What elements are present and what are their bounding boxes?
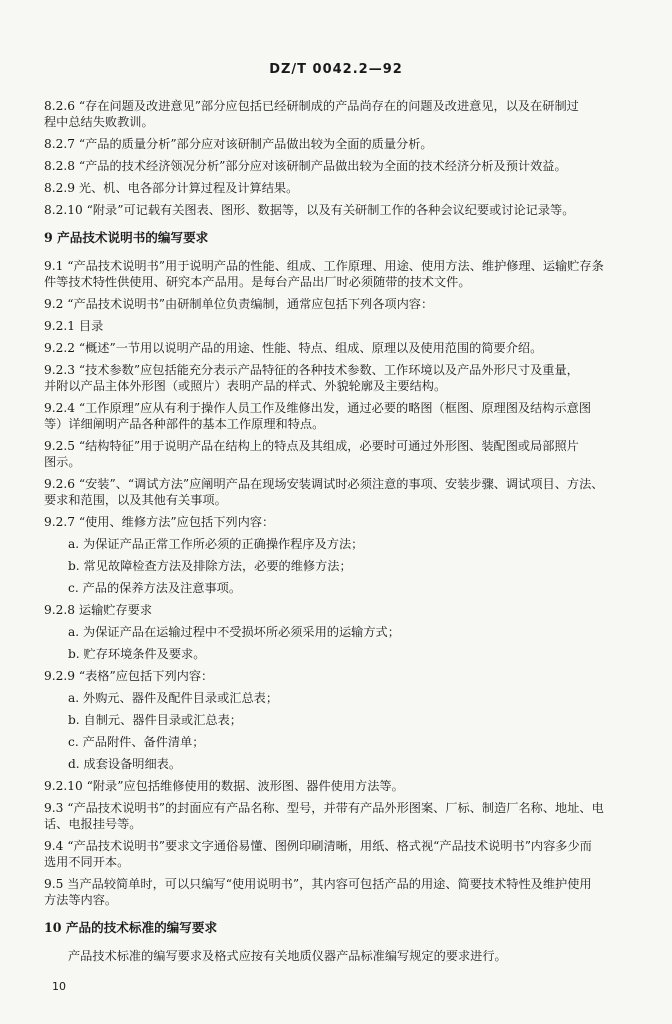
clause-9-2-4-cont: 等）详细阐明产品各种部件的基本工作原理和特点。 bbox=[44, 417, 325, 431]
clause-8-2-7: 8.2.7 “产品的质量分析”部分应对该研制产品做出较为全面的质量分析。 bbox=[44, 137, 433, 151]
clause-9-5-cont: 方法等内容。 bbox=[44, 893, 118, 907]
clause-8-2-8: 8.2.8 “产品的技术经济领况分析”部分应对该研制产品做出较为全面的技术经济分析及预计效益。 bbox=[44, 159, 567, 173]
clause-9-4-cont: 选用不同开本。 bbox=[44, 855, 130, 869]
clause-9-1-cont: 件等技术特性供使用、研究本产品用。是每台产品出厂时必须随带的技术文件。 bbox=[44, 275, 471, 289]
clause-9-2: 9.2 “产品技术说明书”由研制单位负责编制，通常应包括下列各项内容： bbox=[44, 297, 434, 311]
list-item-9-2-9-c: c. 产品附件、备件清单； bbox=[68, 735, 205, 749]
clause-9-3-cont: 话、电报挂号等。 bbox=[44, 817, 142, 831]
list-item-9-2-8-b: b. 贮存环境条件及要求。 bbox=[68, 647, 206, 661]
clause-9-2-3: 9.2.3 “技术参数”应包括能充分表示产品特征的各种技术参数、工作环境以及产品外形尺寸及重量， bbox=[44, 363, 579, 377]
clause-9-2-4: 9.2.4 “工作原理”应从有利于操作人员工作及维修出发，通过必要的略图（框图、原理图及结构示意图 bbox=[44, 401, 592, 415]
clause-9-2-2: 9.2.2 “概述”一节用以说明产品的用途、性能、特点、组成、原理以及使用范围的简要介绍。 bbox=[44, 341, 543, 355]
clause-8-2-6-cont: 程中总结失败教训。 bbox=[44, 115, 154, 129]
clause-9-2-1: 9.2.1 目录 bbox=[44, 319, 104, 333]
list-item-9-2-9-b: b. 自制元、器件目录或汇总表； bbox=[68, 713, 242, 727]
list-item-9-2-7-b: b. 常见故障检查方法及排除方法，必要的维修方法； bbox=[68, 559, 352, 573]
list-item-9-2-7-a: a. 为保证产品正常工作所必须的正确操作程序及方法； bbox=[68, 537, 364, 551]
clause-9-2-3-cont: 并附以产品主体外形图（或照片）表明产品的样式、外貌轮廓及主要结构。 bbox=[44, 379, 447, 393]
clause-9-4: 9.4 “产品技术说明书”要求文字通俗易懂、图例印刷清晰，用纸、格式视“产品技术说明书”内容多少而 bbox=[44, 839, 592, 853]
list-item-9-2-9-a: a. 外购元、器件及配件目录或汇总表； bbox=[68, 691, 279, 705]
clause-9-2-5: 9.2.5 “结构特征”用于说明产品在结构上的特点及其组成，必要时可通过外形图、装配图或局部照片 bbox=[44, 439, 579, 453]
clause-9-2-8: 9.2.8 运输贮存要求 bbox=[44, 603, 153, 617]
clause-9-1: 9.1 “产品技术说明书”用于说明产品的性能、组成、工作原理、用途、使用方法、维护修理、运输贮存条 bbox=[44, 259, 604, 273]
clause-9-2-7: 9.2.7 “使用、维修方法”应包括下列内容： bbox=[44, 515, 275, 529]
page-number: 10 bbox=[52, 980, 66, 993]
clause-9-2-6-cont: 要求和范围，以及其他有关事项。 bbox=[44, 493, 227, 507]
section-10-heading: 10 产品的技术标准的编写要求 bbox=[44, 920, 218, 935]
clause-9-3: 9.3 “产品技术说明书”的封面应有产品名称、型号，并带有产品外形图案、厂标、制造厂名称、地址、电 bbox=[44, 801, 604, 815]
section-9-heading: 9 产品技术说明书的编写要求 bbox=[44, 230, 209, 245]
page-header: DZ/T 0042.2—92 bbox=[269, 62, 403, 77]
clause-9-2-9: 9.2.9 “表格”应包括下列内容： bbox=[44, 669, 214, 683]
section-10-body: 产品技术标准的编写要求及格式应按有关地质仪器产品标准编写规定的要求进行。 bbox=[68, 949, 507, 963]
list-item-9-2-8-a: a. 为保证产品在运输过程中不受损坏所必须采用的运输方式； bbox=[68, 625, 400, 639]
clause-9-2-5-cont: 图示。 bbox=[44, 455, 81, 469]
clause-9-2-6: 9.2.6 “安装”、“调试方法”应阐明产品在现场安装调试时必须注意的事项、安装步骤、调试项目、方法、 bbox=[44, 477, 604, 491]
list-item-9-2-9-d: d. 成套设备明细表。 bbox=[68, 757, 182, 771]
page-body bbox=[44, 98, 646, 964]
list-item-9-2-7-c: c. 产品的保养方法及注意事项。 bbox=[68, 581, 242, 595]
clause-9-2-10: 9.2.10 “附录”应包括维修使用的数据、波形图、器件使用方法等。 bbox=[44, 779, 404, 793]
clause-8-2-9: 8.2.9 光、机、电各部分计算过程及计算结果。 bbox=[44, 181, 299, 195]
clause-9-5: 9.5 当产品较简单时，可以只编写“使用说明书”，其内容可包括产品的用途、简要技术特性及维护使用 bbox=[44, 877, 592, 891]
clause-8-2-6: 8.2.6 “存在问题及改进意见”部分应包括已经研制成的产品尚存在的问题及改进意见，以及在研制过 bbox=[44, 99, 579, 113]
clause-8-2-10: 8.2.10 “附录”可记载有关图表、图形、数据等，以及有关研制工作的各种会议纪要或讨论记录等。 bbox=[44, 203, 575, 217]
